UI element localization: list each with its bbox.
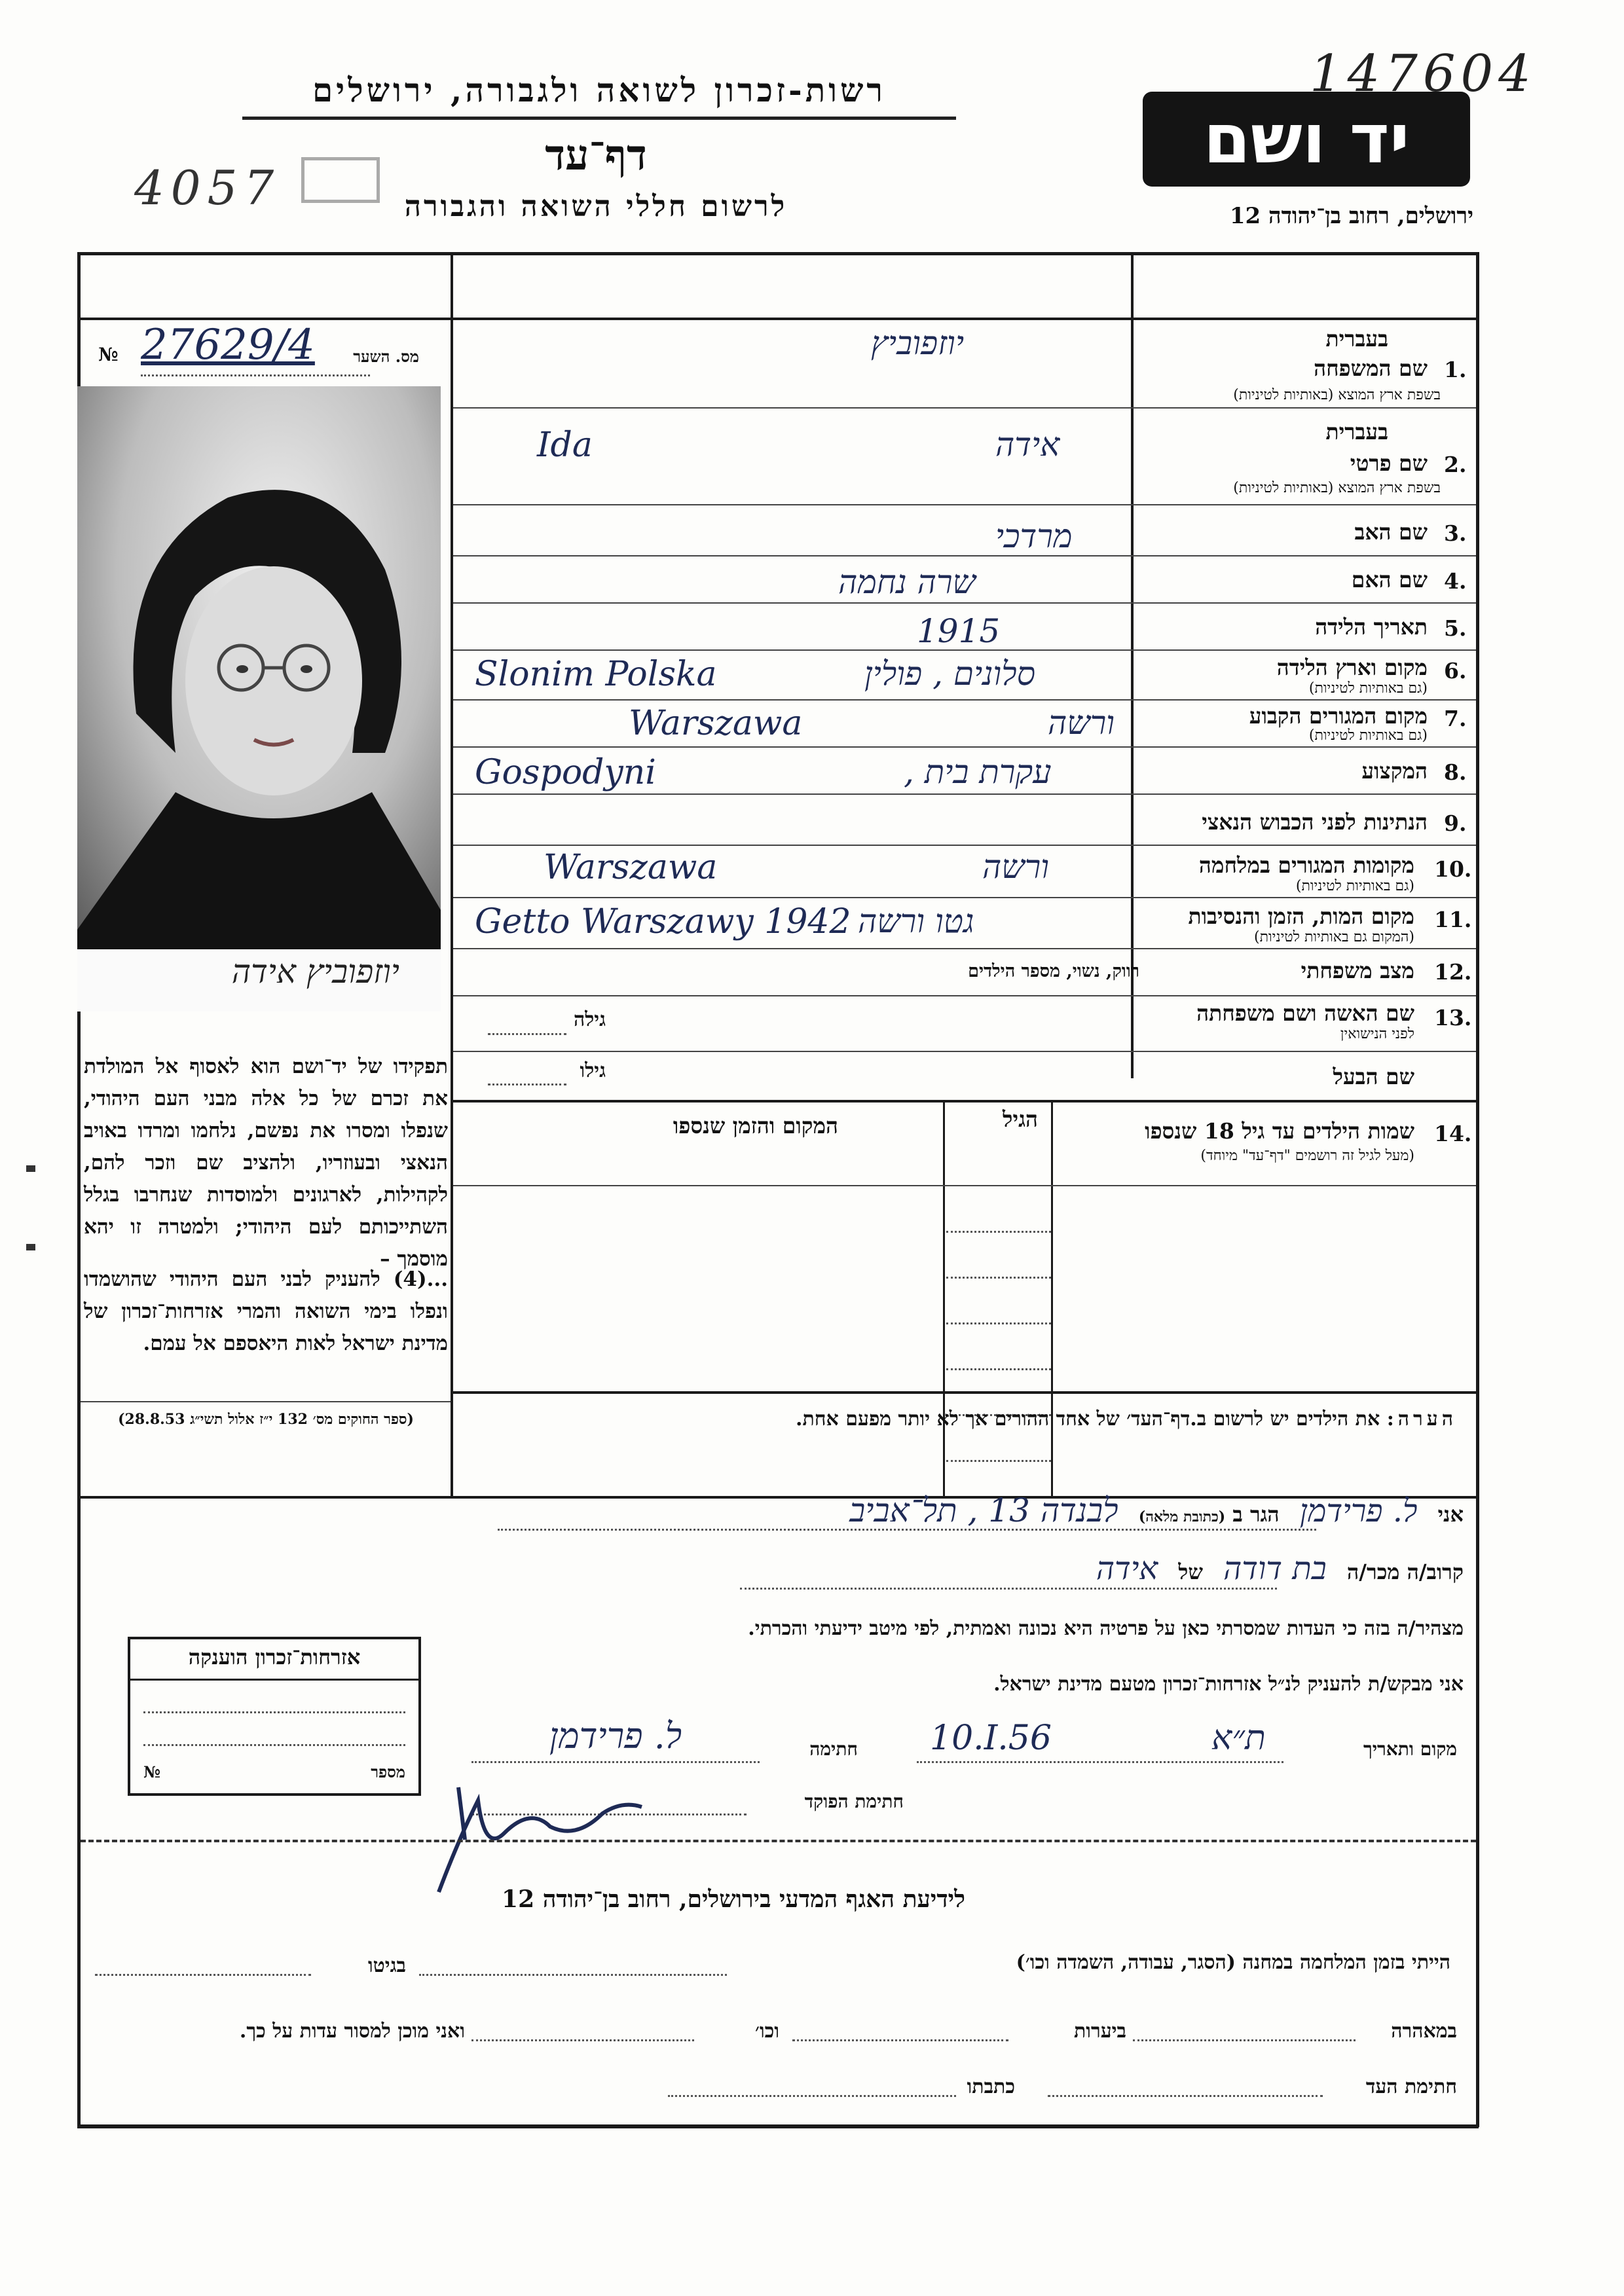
age-label-female: גילה xyxy=(573,1008,606,1031)
field-label-1: שם המשפחה xyxy=(1314,355,1428,381)
field-lang-2: בעברית xyxy=(1325,419,1388,445)
field-sub-13: לפני הנישואין xyxy=(1340,1026,1414,1042)
field-number-12: 12. xyxy=(1434,959,1472,985)
stamp-mark xyxy=(301,157,380,203)
footer-line2-d: ואני מוכן למסור עדות על כך. xyxy=(239,2020,465,2043)
ghetto-label: בגיטו xyxy=(367,1954,406,1977)
form-subtitle: לרשום חללי השואה והגבורה xyxy=(404,190,788,223)
field-label-11: מקום המות, הזמן והנסיבות xyxy=(1188,903,1414,929)
mission-text: תפקידו של יד־ושם הוא לאסוף אל המולדת את זכרם של כל אלה מבני העם היהודי, שנפלו ומסרו את נפשם, נלחמו ומרדו באויב הנאצי ובעוזריו, ולהציב שם וזכר להם, לקהילות, לארגונים ולמוסדות שנחרבו בגלל השתייכותם לעם היהודי; ולמטרה זו יהא מוסמך – xyxy=(84,1055,448,1271)
footer-line2-b: ביערות xyxy=(1073,2020,1126,2043)
children-col-age: הגיל xyxy=(1003,1106,1038,1132)
declarant-name[interactable]: ל. פרידמן xyxy=(1299,1493,1418,1529)
note-text: את הילדים יש לרשום ב.דף־העד׳ של אחד ההורים אך לא יותר מפעם אחת. xyxy=(796,1408,1380,1430)
field-sub-1: בשפת ארץ המוצא (באותיות לטיניות) xyxy=(1233,387,1441,403)
register-label: מס. השער xyxy=(353,347,419,366)
footer-line1: הייתי בזמן המלחמה במחנה (הסגר, עבודה, השמדה וכו׳) xyxy=(1016,1951,1450,1974)
value-father-name[interactable]: מרדכי xyxy=(995,517,1073,555)
field-number-5: 5. xyxy=(1444,615,1467,641)
value-birthplace-hebrew[interactable]: סלונים , פולין xyxy=(864,655,1036,693)
witness-address-label: כתבתו xyxy=(967,2075,1015,2098)
field-label-13: שם האשה ושם משפחתה xyxy=(1196,1000,1414,1026)
citizenship-number-label: מספר xyxy=(371,1762,405,1781)
field-number-2: 2. xyxy=(1444,452,1467,477)
field-label-7: מקום המגורים הקבוע xyxy=(1249,703,1428,729)
i-label: אני xyxy=(1437,1502,1464,1527)
residing-label: הגר ב xyxy=(1232,1502,1280,1527)
photo-caption: יוזפוביץ אידה xyxy=(231,953,399,991)
note-row xyxy=(458,1408,1457,1430)
marital-options: רווק, נשוי, מספר הילדים xyxy=(968,961,1139,981)
field-label-5: תאריך הלידה xyxy=(1315,614,1428,640)
value-birthplace-latin[interactable]: Slonim Polska xyxy=(475,655,717,694)
footer-title: לידיעת האגף המדעי בירושלים, רחוב בן־יהודה 12 xyxy=(502,1886,965,1913)
field-sub-11: (המקום גם באותיות לטיניות) xyxy=(1254,929,1414,945)
field-sub-6: (גם באותיות לטיניות) xyxy=(1308,680,1428,697)
official-signature-scrawl xyxy=(419,1761,655,1905)
relation-row xyxy=(655,1550,1464,1587)
value-death-place-latin[interactable]: Getto Warszawy 1942 xyxy=(475,902,851,941)
children-col-place: המקום והזמן שנספו xyxy=(673,1113,838,1139)
value-wartime-residence-hebrew[interactable]: ורשה xyxy=(982,848,1050,886)
citizenship-box xyxy=(128,1637,421,1796)
field-label-12: מצב משפחתי xyxy=(1301,958,1414,983)
declarant-row xyxy=(458,1491,1464,1529)
form-title: דף־עד xyxy=(545,131,647,180)
register-no-symbol: № xyxy=(98,344,119,365)
field-number-13: 13. xyxy=(1434,1005,1472,1030)
field-sub-10: (גם באותיות לטיניות) xyxy=(1295,878,1414,894)
field-number-1: 1. xyxy=(1444,357,1467,382)
value-surname-hebrew[interactable]: יוזפוביץ xyxy=(871,324,965,362)
citizenship-number-symbol: № xyxy=(143,1762,161,1781)
age-label-male: גילו xyxy=(580,1059,606,1082)
authority-line: רשות-זכרון לשואה ולגבורה, ירושלים xyxy=(312,71,886,109)
register-value: 27629/4 xyxy=(141,321,315,369)
children-sub: (מעל לגיל זה רושמים "דף־עד" מיוחד) xyxy=(1200,1148,1414,1164)
footer-line2-a: במאהרה xyxy=(1391,2020,1457,2043)
field-number-9: 9. xyxy=(1444,811,1467,836)
place-date-label: מקום ותאריך xyxy=(1363,1738,1457,1760)
signature-value[interactable]: ל. פרידמן xyxy=(549,1715,682,1757)
children-number: 14. xyxy=(1434,1121,1472,1146)
children-label: שמות הילדים עד גיל 18 שנספו xyxy=(1145,1118,1414,1144)
citizenship-title: אזרחות־זכרון הוענקה xyxy=(130,1639,418,1681)
value-occupation-latin[interactable]: Gospodyni xyxy=(475,753,656,792)
stamp-number: 4057 xyxy=(134,160,281,215)
address-hint: (כתובת מלאה) xyxy=(1138,1508,1226,1525)
value-residence-latin[interactable]: Warszawa xyxy=(629,704,803,743)
yad-vashem-logo: יד ושם xyxy=(1143,92,1470,187)
value-occupation-hebrew[interactable]: עקרת בית , xyxy=(904,753,1052,791)
request-text: אני מבקש/ת להעניק לנ״ל אזרחות־זכרון מטעם מדינת ישראל. xyxy=(993,1673,1464,1696)
value-death-place-hebrew[interactable]: גטו ורשה xyxy=(858,902,974,940)
field-label-6: מקום וארץ הלידה xyxy=(1276,655,1428,680)
field-number-3: 3. xyxy=(1444,520,1467,546)
value-wartime-residence-latin[interactable]: Warszawa xyxy=(544,848,718,887)
field-number-10: 10. xyxy=(1434,856,1472,882)
portrait-photo xyxy=(77,386,441,1011)
value-mother-name[interactable]: שרה נחמה xyxy=(838,563,976,601)
value-birth-date[interactable]: 1915 xyxy=(917,612,1001,650)
field-number-7: 7. xyxy=(1444,706,1467,731)
portrait-image xyxy=(77,386,441,1011)
field-label-9: הנתינות לפני הכבוש הנאצי xyxy=(1202,809,1428,835)
place-value[interactable]: ת״א xyxy=(1211,1719,1266,1758)
date-value[interactable]: 10.I.56 xyxy=(930,1719,1052,1758)
field-label-10: מקומות המגורים במלחמה xyxy=(1198,852,1414,878)
field-number-4: 4. xyxy=(1444,568,1467,594)
field-label-8: המקצוע xyxy=(1361,758,1428,784)
field-sub-2: בשפת ארץ המוצא (באותיות לטיניות) xyxy=(1233,480,1441,496)
official-signature-label: חתימת הפוקד xyxy=(804,1791,904,1812)
field-number-11: 11. xyxy=(1434,907,1472,932)
note-label: הערה: xyxy=(1386,1408,1457,1430)
field-sub-7: (גם באותיות לטיניות) xyxy=(1308,727,1428,744)
archive-number: 147604 xyxy=(1310,45,1536,103)
husband-label: שם הבעל xyxy=(1333,1064,1414,1089)
field-label-2: שם פרטי xyxy=(1350,450,1428,476)
declarant-address[interactable]: לבנדה 13 , תל־אביב xyxy=(849,1491,1118,1529)
law-reference: (ספר החוקים מס׳ 132 י״ז אלול תשי״ג 28.8.53) xyxy=(118,1411,414,1428)
mission-clause: ...(4) להעניק לבני העם היהודי שהושמדו ונפלו בימי השואה והמרי אזרחות־זכרון של מדינת ישראל לאות היאספם אל עמם. xyxy=(84,1267,448,1355)
witness-signature-label: חתימת העד xyxy=(1365,2075,1457,2098)
of-value[interactable]: אידה xyxy=(1096,1550,1158,1587)
field-label-4: שם האם xyxy=(1351,567,1428,592)
value-residence-hebrew[interactable]: ורשה xyxy=(1048,704,1115,742)
of-label: של xyxy=(1178,1559,1203,1584)
value-firstname-latin[interactable]: Ida xyxy=(537,426,593,465)
relation-value[interactable]: בת דודה xyxy=(1223,1550,1327,1587)
field-lang-1: בעברית xyxy=(1325,326,1388,352)
value-firstname-hebrew[interactable]: אידה xyxy=(995,426,1060,464)
address-line: ירושלים, רחוב בן־יהודה 12 xyxy=(1229,203,1473,229)
field-number-8: 8. xyxy=(1444,759,1467,785)
footer-line2-c: וכו׳ xyxy=(755,2020,779,2043)
field-number-6: 6. xyxy=(1444,658,1467,683)
affirmation-text: מצהיר/ה בזה כי העדות שמסרתי כאן על פרטיה היא נכונה ואמתית, לפי מיטב ידיעתי והכרתי. xyxy=(748,1617,1464,1640)
field-label-3: שם האב xyxy=(1354,519,1428,545)
signature-label: חתימה xyxy=(809,1738,858,1760)
relative-label: קרוב/ה מכר/ה xyxy=(1346,1559,1464,1584)
